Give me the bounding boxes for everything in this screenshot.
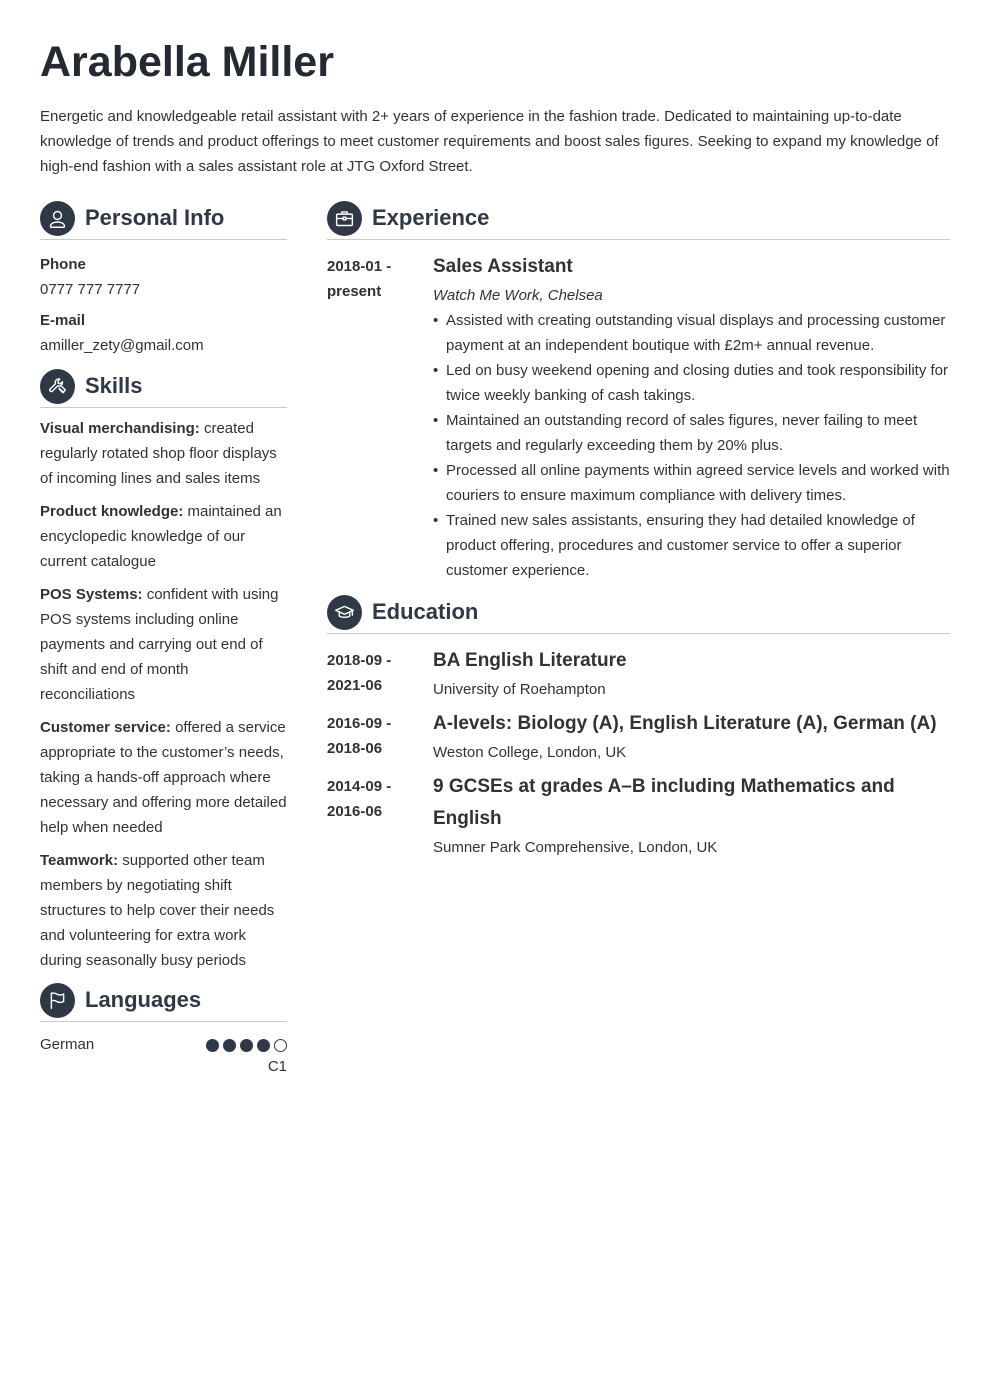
skill-desc: confident with using POS systems including online payments and carrying out end of shift and end of month reconciliations (40, 586, 279, 703)
school-name: Sumner Park Comprehensive, London, UK (433, 839, 718, 856)
resume-name: Arabella Miller (40, 38, 334, 86)
education-date (327, 774, 433, 860)
skill-item (40, 416, 287, 491)
date-end: present (327, 283, 382, 300)
date-start: 2014-09 - (327, 778, 392, 795)
language-row (40, 1034, 287, 1056)
education-entry (327, 648, 950, 702)
graduation-cap-icon (327, 595, 362, 630)
date-start: 2018-01 - (327, 258, 392, 275)
skill-name: Visual merchandising: (40, 420, 200, 437)
skill-desc: offered a service appropriate to the customer’s needs, taking a hands-off approach where necessary and offering more detailed help when needed (40, 719, 287, 836)
responsibility-list (433, 308, 950, 583)
briefcase-icon (327, 201, 362, 236)
degree-title: A-levels: Biology (A), English Literature (A), German (A) (433, 713, 937, 734)
skill-name: Teamwork: (40, 852, 119, 869)
skills-header (40, 368, 287, 408)
company-name: Watch Me Work, Chelsea (433, 287, 603, 304)
school-name: Weston College, London, UK (433, 744, 627, 761)
skill-name: Customer service: (40, 719, 171, 736)
skills-section (40, 368, 287, 973)
experience-header (327, 200, 950, 240)
education-title: Education (372, 599, 479, 624)
rating-dot-filled (206, 1039, 219, 1052)
education-body (433, 711, 950, 765)
list-item: • Processed all online payments within agreed service levels and worked with couriers to ensure maximum compliance with delivery times. (433, 458, 950, 508)
skill-desc: supported other team members by negotiating shift structures to help cover their needs and volunteering for extra work during seasonally busy periods (40, 852, 275, 969)
education-entry (327, 711, 950, 765)
skill-name: Product knowledge: (40, 503, 184, 520)
user-icon (40, 201, 75, 236)
personal-info-header (40, 200, 287, 240)
email-label: E-mail (40, 312, 86, 329)
skill-item (40, 848, 287, 973)
language-level: C1 (267, 1058, 287, 1075)
list-item: • Assisted with creating outstanding visual displays and processing customer payment at an independent boutique with £2m+ annual revenue. (433, 308, 950, 358)
rating-dot-empty (274, 1039, 287, 1052)
education-section (327, 594, 950, 860)
experience-section (327, 200, 950, 583)
language-name: German (40, 1036, 95, 1053)
experience-body (433, 254, 950, 583)
phone-value[interactable]: 0777 777 7777 (40, 281, 141, 298)
skill-name: POS Systems: (40, 586, 143, 603)
experience-title: Experience (372, 205, 490, 230)
skill-desc: maintained an encyclopedic knowledge of our current catalogue (40, 503, 282, 570)
tools-icon (40, 369, 75, 404)
list-item: • Led on busy weekend opening and closing duties and took responsibility for twice weekly banking of cash takings. (433, 358, 950, 408)
languages-header (40, 982, 287, 1022)
languages-section (40, 982, 287, 1078)
email-value[interactable]: amiller_zety@gmail.com (40, 337, 204, 354)
date-end: 2021-06 (327, 677, 383, 694)
rating-dot-filled (240, 1039, 253, 1052)
degree-title: 9 GCSEs at grades A–B including Mathematics and English (433, 776, 895, 829)
degree-title: BA English Literature (433, 650, 627, 671)
personal-info-title: Personal Info (85, 205, 225, 230)
language-rating (206, 1039, 287, 1052)
left-column (40, 200, 287, 1078)
date-start: 2018-09 - (327, 652, 392, 669)
skills-title: Skills (85, 373, 143, 398)
education-header (327, 594, 950, 634)
languages-title: Languages (85, 987, 202, 1012)
education-body (433, 648, 950, 702)
education-date (327, 711, 433, 765)
rating-dot-filled (223, 1039, 236, 1052)
school-name: University of Roehampton (433, 681, 606, 698)
skill-item (40, 499, 287, 574)
flag-icon (40, 983, 75, 1018)
skill-desc: created regularly rotated shop floor displays of incoming lines and sales items (40, 420, 277, 487)
skill-item (40, 715, 287, 840)
experience-entry (327, 254, 950, 583)
job-title: Sales Assistant (433, 256, 573, 277)
date-end: 2018-06 (327, 740, 383, 757)
date-start: 2016-09 - (327, 715, 392, 732)
list-item: • Trained new sales assistants, ensuring they had detailed knowledge of product offering, procedures and customer service to offer a superior customer experience. (433, 508, 950, 583)
skill-item (40, 582, 287, 707)
personal-info-section (40, 200, 287, 358)
education-body (433, 774, 950, 860)
date-end: 2016-06 (327, 803, 383, 820)
rating-dot-filled (257, 1039, 270, 1052)
list-item: • Maintained an outstanding record of sales figures, never failing to meet targets and regularly exceeding them by 20% plus. (433, 408, 950, 458)
summary-text: Energetic and knowledgeable retail assistant with 2+ years of experience in the fashion trade. Dedicated to maintaining up-to-date knowledge of trends and product offerings to meet customer requirements and boost sales figures. Seeking to expand my knowledge of high-end fashion with a sales assistant role at JTG Oxford Street. (40, 108, 939, 175)
education-entry (327, 774, 950, 860)
phone-label: Phone (40, 256, 86, 273)
right-column (327, 200, 950, 860)
experience-date (327, 254, 433, 583)
education-date (327, 648, 433, 702)
